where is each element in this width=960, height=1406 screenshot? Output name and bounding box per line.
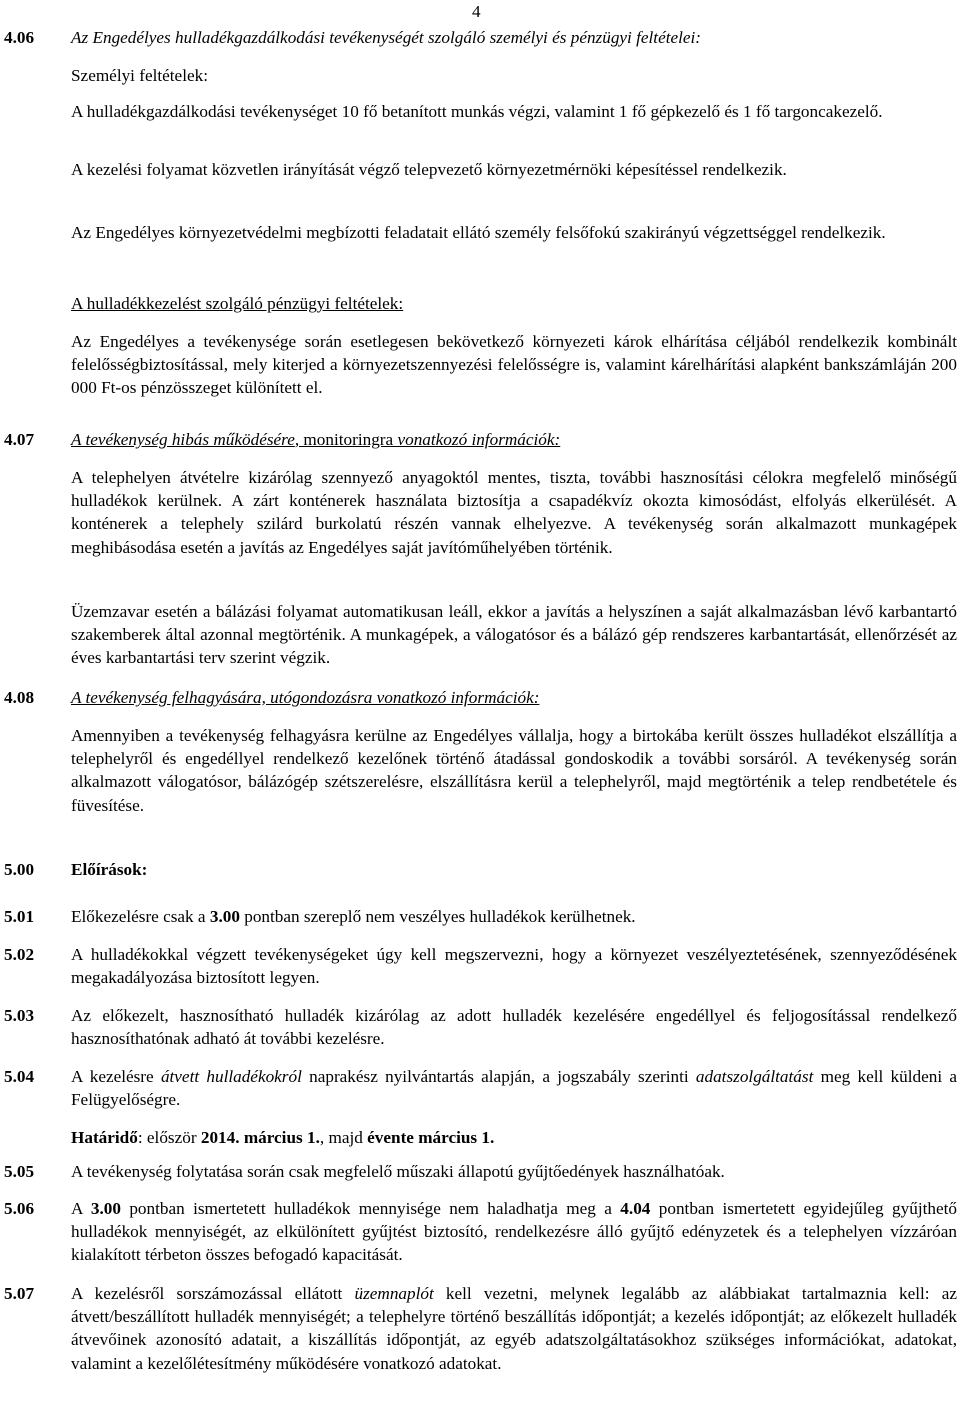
financial-conditions-heading: A hulladékkezelést szolgáló pénzügyi feltételek: bbox=[71, 294, 404, 313]
paragraph-cessation: Amennyiben a tevékenység felhagyásra kerülne az Engedélyes vállalja, hogy a birtokába került összes hulladékot elszállítja a telephelyről és engedéllyel rendelkező kezelőnek történő átadással gondoskodik a további sorsáról. A tevékenység során alkalmazott válogatósor, bálázógép szétszerelésre, elszállításra kerül a telephelyről, majd megtörténik a telep rendbetétele és füvesítése. bbox=[71, 726, 957, 815]
section-number-5-00: 5.00 bbox=[4, 860, 35, 879]
section-number-5-01: 5.01 bbox=[4, 907, 35, 926]
paragraph-5-04: A kezelésre átvett hulladékokról naprakész nyilvántartás alapján, a jogszabály szerinti adatszolgáltatást meg kell küldeni a Felügyelőségre. bbox=[71, 1067, 957, 1110]
section-number-4-08: 4.08 bbox=[4, 688, 35, 707]
section-heading-4-06: Az Engedélyes hulladékgazdálkodási tevékenységét szolgáló személyi és pénzügyi feltételei: bbox=[71, 28, 702, 47]
paragraph-workers: A hulladékgazdálkodási tevékenységet 10 fő betanított munkás végzi, valamint 1 fő gépkezelő és 1 fő targoncakezelő. bbox=[71, 102, 883, 121]
section-heading-4-07: A tevékenység hibás működésére, monitoringra vonatkozó információk: bbox=[71, 430, 561, 449]
paragraph-5-05: A tevékenység folytatása során csak megfelelő műszaki állapotú gyűjtőedények használhatóak. bbox=[71, 1162, 725, 1181]
paragraph-insurance: Az Engedélyes a tevékenysége során esetlegesen bekövetkező környezeti károk elhárítása céljából rendelkezik kombinált felelősségbiztosítással, mely kiterjed a környezetszennyezési felelősségre is, valamint kárelhárítási alapként bankszámláján 200 000 Ft-os pénzösszeget különített el. bbox=[71, 332, 957, 398]
paragraph-5-01: Előkezelésre csak a 3.00 pontban szereplő nem veszélyes hulladékok kerülhetnek. bbox=[71, 907, 636, 926]
section-number-5-02: 5.02 bbox=[4, 945, 35, 964]
deadline-5-04: Határidő: először 2014. március 1., majd évente március 1. bbox=[71, 1128, 495, 1147]
paragraph-5-02: A hulladékokkal végzett tevékenységeket úgy kell megszervezni, hogy a környezet veszélyeztetésének, szennyeződésének megakadályozása biztosított legyen. bbox=[71, 945, 957, 988]
paragraph-5-07: A kezelésről sorszámozással ellátott üzemnaplót kell vezetni, melynek legalább az alábbiakat tartalmaznia kell: az átvett/beszállított hulladék mennyiségét; a telephelyre történő beszállítás időpontját; a kezelés időpontját; az előkezelt hulladék átvevőinek azonosító adatait, a kiszállítás időpontját, az egyéb adatszolgáltatásokhoz szükséges információkat, adatokat, valamint a kezelőlétesítmény működésére vonatkozó adatokat. bbox=[71, 1284, 957, 1373]
paragraph-waste-acceptance: A telephelyen átvételre kizárólag szennyező anyagoktól mentes, tiszta, további hasznosítási célokra megfelelő minőségű hulladékok kerülnek. A zárt konténerek használata biztosítja a csapadékvíz okozta kimosódást, elfolyás elkerülését. A konténerek a telephely szilárd burkolatú részén vannak elhelyezve. A tevékenység során alkalmazott munkagépek meghibásodása esetén a javítás az Engedélyes saját javítóműhelyében történik. bbox=[71, 468, 957, 557]
section-heading-4-08: A tevékenység felhagyására, utógondozásra vonatkozó információk: bbox=[71, 688, 540, 707]
section-heading-5-00: Előírások: bbox=[71, 860, 148, 879]
section-number-5-06: 5.06 bbox=[4, 1199, 35, 1218]
paragraph-malfunction: Üzemzavar esetén a bálázási folyamat automatikusan leáll, ekkor a javítás a helyszínen a saját alkalmazásban lévő karbantartó szakemberek által azonnal megtörténik. A munkagépek, a válogatósor és a bálázó gép rendszeres karbantartását, ellenőrzését az éves karbantartási terv szerint végzik. bbox=[71, 602, 957, 668]
section-number-4-06: 4.06 bbox=[4, 28, 35, 47]
section-number-5-04: 5.04 bbox=[4, 1067, 35, 1086]
paragraph-env-officer: Az Engedélyes környezetvédelmi megbízotti feladatait ellátó személy felsőfokú szakirányú végzettséggel rendelkezik. bbox=[71, 223, 886, 242]
section-number-4-07: 4.07 bbox=[4, 430, 35, 449]
section-number-5-07: 5.07 bbox=[4, 1284, 35, 1303]
personal-conditions-heading: Személyi feltételek: bbox=[71, 66, 208, 85]
section-number-5-03: 5.03 bbox=[4, 1006, 35, 1025]
page-number: 4 bbox=[472, 2, 481, 21]
section-number-5-05: 5.05 bbox=[4, 1162, 35, 1181]
paragraph-site-manager: A kezelési folyamat közvetlen irányítását végző telepvezető környezetmérnöki képesítéssel rendelkezik. bbox=[71, 160, 787, 179]
paragraph-5-03: Az előkezelt, hasznosítható hulladék kizárólag az adott hulladék kezelésére engedéllyel és feljogosítással rendelkező hasznosíthatónak adható át további kezelésre. bbox=[71, 1006, 957, 1049]
paragraph-5-06: A 3.00 pontban ismertetett hulladékok mennyisége nem haladhatja meg a 4.04 pontban ismertetett egyidejűleg gyűjthető hulladékok mennyiségét, az elkülönített gyűjtést biztosító, rendelkezésre álló gyűjtő edényzetek és a telephelyen vízzáróan kialakított térbeton összes befogadó kapacitását. bbox=[71, 1199, 957, 1265]
